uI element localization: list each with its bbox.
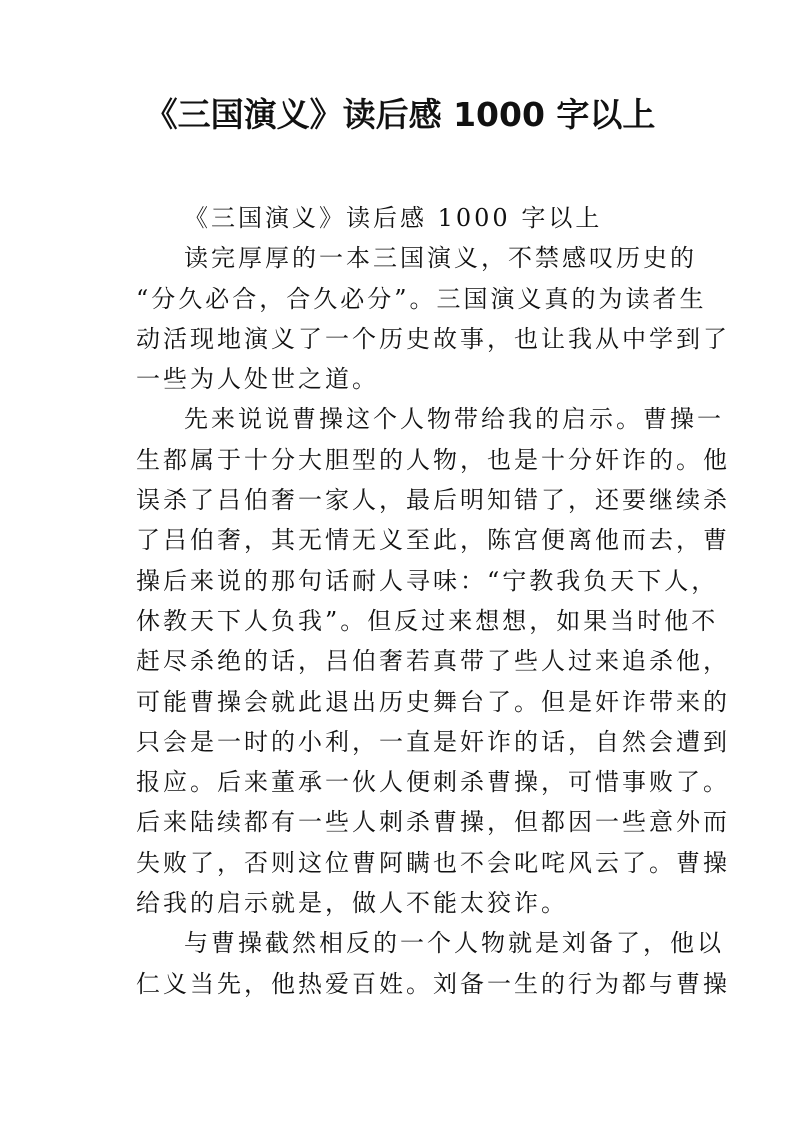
paragraph-2-line-6: 休教天下人负我”。但反过来想想，如果当时他不 (136, 606, 719, 635)
paragraph-1-line-4: 一些为人处世之道。 (136, 365, 379, 394)
paragraph-2-line-7: 赶尽杀绝的话，吕伯奢若真带了些人过来追杀他， (136, 647, 730, 676)
paragraph-2-line-4: 了吕伯奢，其无情无义至此，陈宫便离他而去，曹 (136, 526, 730, 555)
paragraph-2-line-11: 后来陆续都有一些人刺杀曹操，但都因一些意外而 (136, 808, 730, 837)
document-title: 《三国演义》读后感 1000 字以上 (144, 95, 656, 134)
document-body (136, 198, 730, 1004)
paragraph-2-line-9: 只会是一时的小利，一直是奸诈的话，自然会遭到 (136, 727, 730, 756)
paragraph-1-line-1: 读完厚厚的一本三国演义，不禁感叹历史的 (184, 244, 697, 273)
paragraph-2-line-10: 报应。后来董承一伙人便刺杀曹操，可惜事败了。 (136, 768, 730, 797)
body-subtitle-line: 《三国演义》读后感 1000 字以上 (184, 204, 603, 232)
paragraph-2-line-13: 给我的启示就是，做人不能太狡诈。 (136, 889, 568, 918)
paragraph-1-line-3: 动活现地演义了一个历史故事，也让我从中学到了 (136, 324, 730, 353)
paragraph-2-line-12: 失败了，否则这位曹阿瞒也不会叱咤风云了。曹操 (136, 848, 730, 877)
paragraph-2-line-2: 生都属于十分大胆型的人物，也是十分奸诈的。他 (136, 445, 730, 474)
paragraph-1-line-2: “分久必合，合久必分”。三国演义真的为读者生 (136, 284, 707, 313)
paragraph-2-line-1: 先来说说曹操这个人物带给我的启示。曹操一 (184, 405, 724, 434)
paragraph-3-line-1: 与曹操截然相反的一个人物就是刘备了，他以 (184, 929, 724, 958)
paragraph-2-line-5: 操后来说的那句话耐人寻味：“宁教我负天下人， (136, 566, 719, 595)
paragraph-3-line-2: 仁义当先，他热爱百姓。刘备一生的行为都与曹操 (136, 969, 730, 998)
paragraph-2-line-3: 误杀了吕伯奢一家人，最后明知错了，还要继续杀 (136, 486, 730, 515)
paragraph-2-line-8: 可能曹操会就此退出历史舞台了。但是奸诈带来的 (136, 687, 730, 716)
